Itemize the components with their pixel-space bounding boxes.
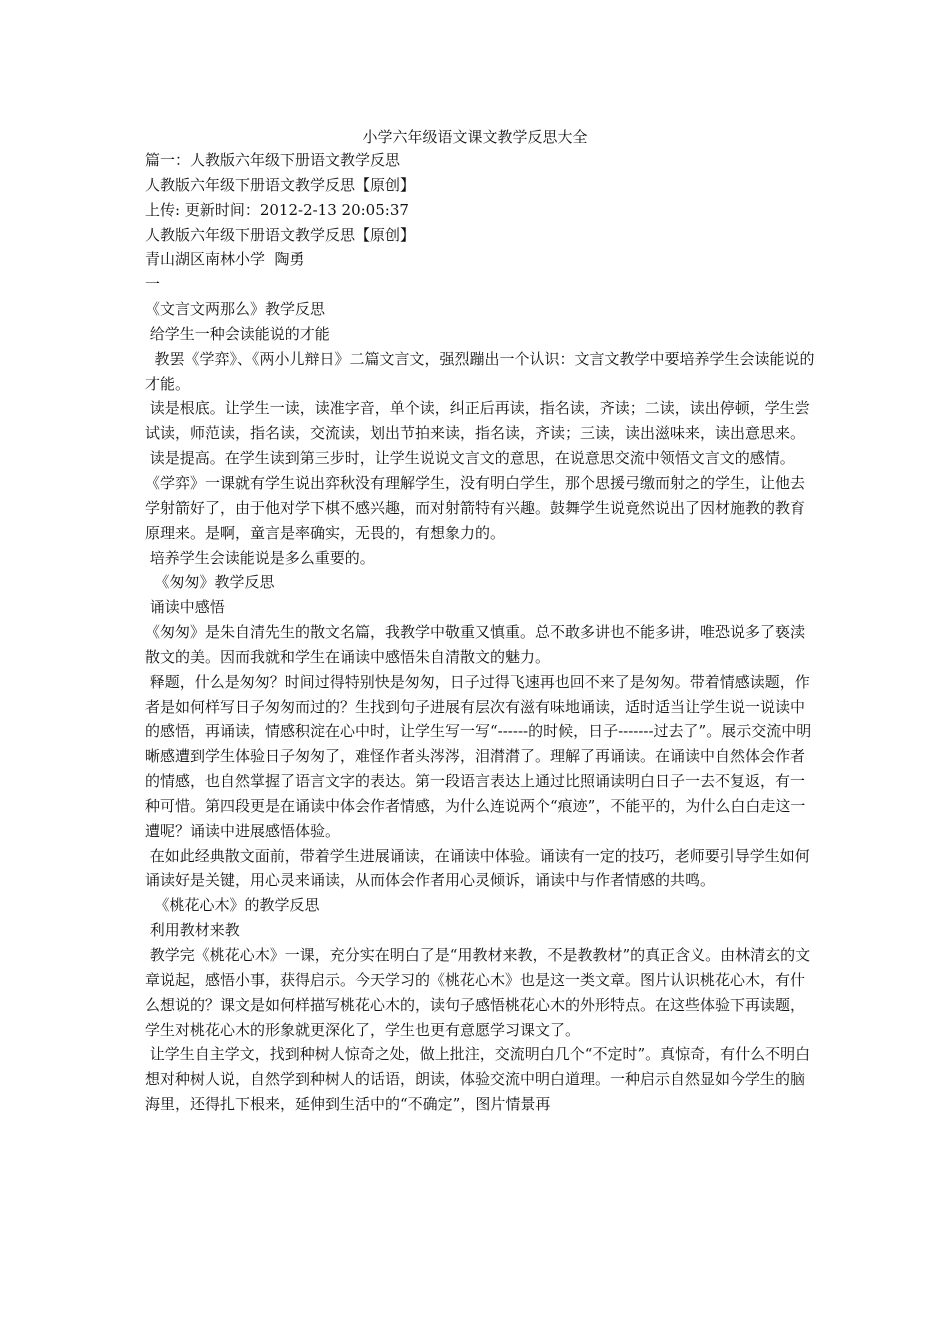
section-heading-classical: 《文言文两那么》教学反思 (145, 300, 326, 319)
paragraph: 培养学生会读能说是多么重要的。 (145, 548, 375, 567)
line-chapter-heading: 篇一：人教版六年级下册语文教学反思 (145, 151, 401, 169)
paragraph: 教罢《学弈》、《两小儿辩日》二篇文言文，强烈蹦出一个认识：文言文教学中要培养学生会读能说的才能。 (145, 349, 815, 393)
line-article-title-repeat: 人教版六年级下册语文教学反思【原创】 (145, 225, 416, 244)
paragraph: 释题，什么是匆匆？时间过得特别快是匆匆，日子过得飞速再也回不来了是匆匆。带着情感读题，作者是如何样写日子匆匆而过的？生找到句子进展有层次有滋有味地诵读，适时适当让学生说一说读中的感悟，再诵读，情感积淀在心中时，让学生写一写“------的时候，日子-------过去了”。展示交流中明晰感遭到学生体验日子匆匆了，难怪作者头涔涔，泪潸潸了。理解了再诵读。在诵读中自然体会作者的情感，也自然掌握了语言文字的表达。第一段语言表达上通过比照诵读明白日子一去不复返，有一种可惜。第四段更是在诵读中体会作者情感，为什么连说两个“痕迹”，不能平的，为什么白白走这一遭呢？诵读中进展感悟体验。 (145, 672, 812, 840)
line-section-number: 一 (145, 275, 161, 294)
subheading-recitation: 诵读中感悟 (145, 598, 225, 617)
document-body (145, 148, 815, 1117)
paragraph: 让学生自主学文，找到种树人惊奇之处，做上批注，交流明白几个“不定时”。真惊奇，有什么不明白想对种树人说，自然学到种树人的话语，朗读，体验交流中明白道理。一种启示自然显如今学生的脑海里，还得扎下根来，延伸到生活中的“不确定”，图片情景再 (145, 1045, 811, 1114)
document-title: 小学六年级语文课文教学反思大全 (362, 128, 588, 146)
line-upload-time: 上传: 更新时间：2012-2-13 20:05:37 (145, 200, 409, 219)
paragraph: 在如此经典散文面前，带着学生进展诵读，在诵读中体验。诵读有一定的技巧，老师要引导学生如何诵读好是关键，用心灵来诵读，从而体会作者用心灵倾诉，诵读中与作者情感的共鸣。 (145, 846, 810, 890)
subheading-reading-speaking: 给学生一种会读能说的才能 (145, 324, 330, 343)
paragraph: 读是根底。让学生一读，读准字音，单个读，纠正后再读，指名读，齐读；二读，读出停顿，学生尝试读，师范读，指名读，交流读，划出节拍来读，指名读，齐读；三读，读出滋味来，读出意思来。 (145, 399, 810, 443)
paragraph: 教学完《桃花心木》一课，充分实在明白了是“用教材来教，不是教教材”的真正含义。由林清玄的文章说起，感悟小事，获得启示。今天学习的《桃花心木》也是这一类文章。图片认识桃花心木，有什么想说的？课文是如何样描写桃花心木的，读句子感悟桃花心木的外形特点。在这些体验下再读题，学生对桃花心木的形象就更深化了，学生也更有意愿学习课文了。 (145, 946, 811, 1039)
paragraph: 读是提高。在学生读到第三步时，让学生说说文言文的意思，在说意思交流中领悟文言文的感情。《学弈》一课就有学生说出弈秋没有理解学生，没有明白学生，那个思援弓缴而射之的学生，让他去学射箭好了，由于他对学下棋不感兴趣，而对射箭特有兴趣。鼓舞学生说竟然说出了因材施教的教育原理来。是啊，童言是率确实，无畏的，有想象力的。 (145, 449, 806, 542)
subheading-use-textbook: 利用教材来教 (145, 921, 240, 940)
paragraph: 《匆匆》是朱自清先生的散文名篇，我教学中敬重又慎重。总不敢多讲也不能多讲，唯恐说多了亵渎散文的美。因而我就和学生在诵读中感悟朱自清散文的魅力。 (145, 623, 806, 666)
section-heading-taohua: 《桃花心木》的教学反思 (145, 896, 320, 915)
line-article-title: 人教版六年级下册语文教学反思【原创】 (145, 175, 416, 194)
line-author: 青山湖区南林小学 陶勇 (145, 250, 305, 269)
section-heading-congcong: 《匆匆》教学反思 (145, 573, 275, 592)
